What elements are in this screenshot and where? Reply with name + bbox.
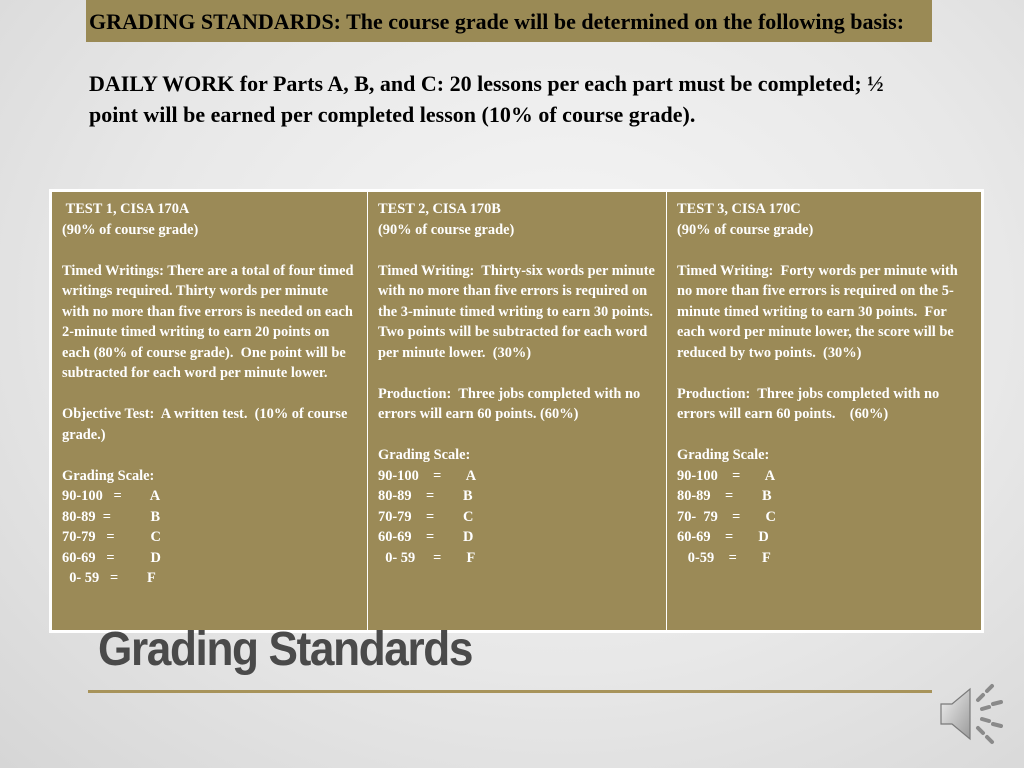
- speaker-icon[interactable]: [937, 682, 1007, 746]
- test-1-cell: [52, 192, 368, 631]
- cell-text-line: Production: Three jobs completed with no errors will earn 60 points. (60%): [378, 385, 644, 422]
- cell-text-line: 90-100 = A: [378, 467, 477, 484]
- cell-text-line: 70-79 = C: [378, 508, 474, 525]
- cell-text-line: Grading Scale:: [677, 447, 770, 463]
- cell-text-line: [378, 363, 656, 384]
- test-3-cell: [667, 192, 982, 631]
- cell-text-line: Timed Writing: Thirty-six words per minute with no more than five errors is required on the 3-minute timed writing to earn 30 points. Two points will be subtracted for each word per minute lower. (30%): [378, 262, 660, 361]
- cell-text-line: Production: Three jobs completed with no errors will earn 60 points. (60%): [677, 385, 943, 422]
- cell-text-line: TEST 2, CISA 170B: [378, 201, 501, 217]
- slide-title: Grading Standards: [98, 623, 473, 676]
- cell-text-line: (90% of course grade): [677, 221, 814, 238]
- cell-text-line: TEST 3, CISA 170C: [677, 201, 801, 217]
- intro-line-daily-work: DAILY WORK for Parts A, B, and C: 20 lessons per each part must be completed; ½ point will be earned per completed lesson (10% of course grade).: [89, 71, 884, 127]
- grading-table: [51, 191, 982, 631]
- cell-text-line: [62, 240, 357, 261]
- cell-text-line: Timed Writing: Forty words per minute with no more than five errors is required on the 5-minute timed writing to earn 30 points. For each word per minute lower, the score will be reduced by two points. (30%): [677, 262, 962, 361]
- cell-text-line: Grading Scale:: [378, 447, 471, 463]
- cell-text-line: (90% of course grade): [378, 221, 515, 238]
- cell-text-line: [62, 384, 357, 405]
- cell-text-line: [677, 425, 971, 446]
- cell-text-line: 0- 59 = F: [378, 549, 476, 566]
- cell-text-line: 60-69 = D: [378, 529, 474, 545]
- intro-text: [89, 6, 919, 130]
- cell-text-line: TEST 1, CISA 170A: [62, 201, 190, 217]
- cell-text-line: 80-89 = B: [62, 508, 161, 525]
- cell-text-line: [677, 363, 971, 384]
- cell-text-line: 80-89 = B: [378, 488, 473, 504]
- cell-text-line: 90-100 = A: [677, 467, 776, 484]
- cell-text-line: 0- 59 = F: [62, 570, 156, 586]
- cell-text-line: 90-100 = A: [62, 488, 161, 504]
- title-underline: [88, 690, 932, 693]
- intro-line-grading: GRADING STANDARDS: The course grade will be determined on the following basis:: [89, 9, 905, 34]
- cell-text-line: 70- 79 = C: [677, 508, 776, 525]
- cell-text-line: [378, 425, 656, 446]
- cell-text-line: Timed Writings: There are a total of four timed writings required. Thirty words per minute with no more than five errors is needed on each 2-minute timed writing to earn 20 points on each (80% of course grade). One point will be subtracted for each word per minute lower.: [62, 262, 358, 381]
- cell-text-line: 80-89 = B: [677, 488, 772, 504]
- test-2-cell: [368, 192, 667, 631]
- cell-text-line: Grading Scale:: [62, 467, 155, 484]
- cell-text-line: 0-59 = F: [677, 549, 771, 566]
- cell-text-line: Objective Test: A written test. (10% of course grade.): [62, 406, 351, 443]
- cell-text-line: 60-69 = D: [62, 549, 161, 566]
- cell-text-line: 70-79 = C: [62, 529, 161, 545]
- cell-text-line: 60-69 = D: [677, 529, 769, 545]
- cell-text-line: [677, 240, 971, 261]
- cell-text-line: (90% of course grade): [62, 221, 199, 238]
- table-row: [52, 192, 982, 631]
- cell-text-line: [378, 240, 656, 261]
- cell-text-line: [62, 445, 357, 466]
